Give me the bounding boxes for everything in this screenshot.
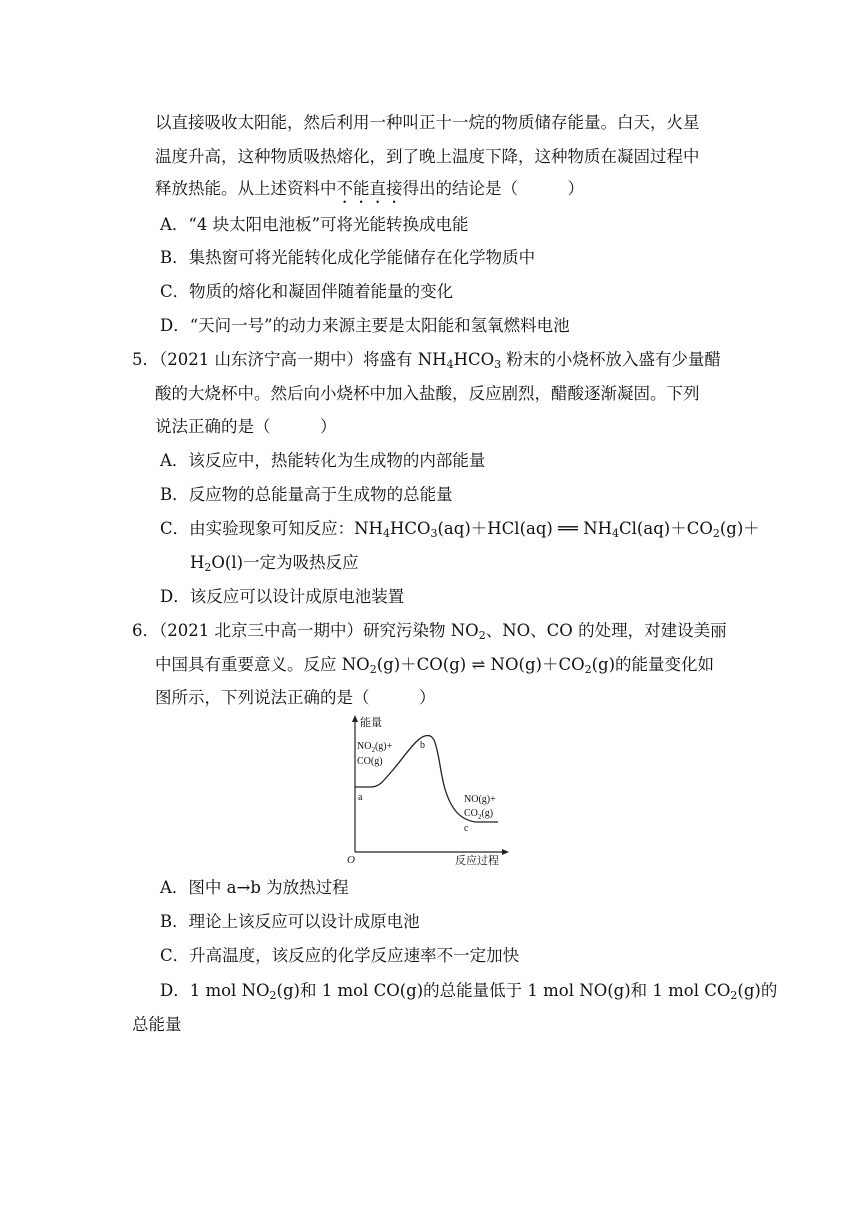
q5-option-d: D．该反应可以设计成原电池装置 (160, 587, 405, 606)
x-axis-label: 反应过程 (455, 855, 499, 866)
q4-option-b: B．集热窗可将光能转化成化学能储存在化学物质中 (160, 248, 536, 267)
q5-option-c-line-2: $H_2O(l)$一定为吸热反应 (190, 553, 359, 574)
point-b-label: b (420, 740, 425, 751)
q6-number: 6． (132, 621, 159, 640)
q6-option-a: A．图中 a→b 为放热过程 (160, 878, 349, 897)
q5-option-a: A．该反应中，热能转化为生成物的内部能量 (160, 451, 486, 470)
q6-stem-line-2: 中国具有重要意义。反应 $NO_2(g)+CO(g)$ ⇌ $NO(g)+CO_2(g)$的能量变化如 (155, 655, 715, 676)
q4-option-d: D．“天问一号”的动力来源主要是太阳能和氢氧燃料电池 (160, 316, 570, 335)
q5-option-c-line-1: C．由实验现象可知反应：$NH_4HCO_3(aq)+HCl(aq)$ ══ $NH_4Cl(aq)+CO_2(g)+$ (160, 519, 760, 540)
emphasized-text: 不能直接 (336, 179, 403, 198)
energy-diagram (338, 714, 510, 866)
q5-option-b: B．反应物的总能量高于生成物的总能量 (160, 485, 453, 504)
q6-option-d-line-1: D．1 mol $NO_2(g)$和 1 mol CO(g)的总能量低于 1 mol NO(g)和 1 mol $CO_2(g)$的 (160, 981, 778, 1002)
q4-option-a: A．“4 块太阳电池板”可将光能转换成电能 (160, 215, 469, 234)
point-a-label: a (358, 792, 363, 803)
origin-label: O (347, 854, 355, 866)
products-label-line-2: $CO_2(g)$ (464, 808, 494, 821)
intro-line-3: 释放热能。从上述资料中不能直接得出的结论是（ ） (155, 179, 584, 198)
y-axis-arrow (352, 715, 358, 722)
x-axis-arrow (502, 849, 509, 855)
products-label-line-1: NO(g)+ (464, 794, 496, 805)
reactants-label-line-1: $NO_2(g)+$ (357, 741, 393, 754)
reactants-label-line-2: CO(g) (357, 756, 383, 767)
q5-stem-line-1: 5．（2021 山东济宁高一期中）将盛有 $NH_4HCO_3$ 粉末的小烧杯放入盛有少量醋 (132, 350, 721, 371)
q4-option-c: C．物质的熔化和凝固伴随着能量的变化 (160, 282, 454, 301)
y-axis-label: 能量 (360, 717, 382, 729)
q5-stem-line-2: 酸的大烧杯中。然后向小烧杯中加入盐酸，反应剧烈，醋酸逐渐凝固。下列 (155, 384, 700, 403)
q5-stem-line-3: 说法正确的是（ ） (155, 417, 337, 436)
q6-stem-line-3: 图所示，下列说法正确的是（ ） (155, 688, 436, 707)
intro-line-1: 以直接吸收太阳能，然后利用一种叫正十一烷的物质储存能量。白天，火星 (155, 113, 700, 132)
intro-line-2: 温度升高，这种物质吸热熔化，到了晚上温度下降，这种物质在凝固过程中 (155, 147, 700, 166)
q5-number: 5． (132, 350, 159, 369)
q6-option-c: C．升高温度，该反应的化学反应速率不一定加快 (160, 946, 520, 965)
q6-option-b: B．理论上该反应可以设计成原电池 (160, 912, 420, 931)
q6-option-d-line-2: 总能量 (132, 1015, 182, 1034)
q6-stem-line-1: 6．（2021 北京三中高一期中）研究污染物 $NO_2$、NO、CO 的处理，对建设美丽 (132, 621, 727, 642)
point-c-label: c (464, 823, 469, 834)
